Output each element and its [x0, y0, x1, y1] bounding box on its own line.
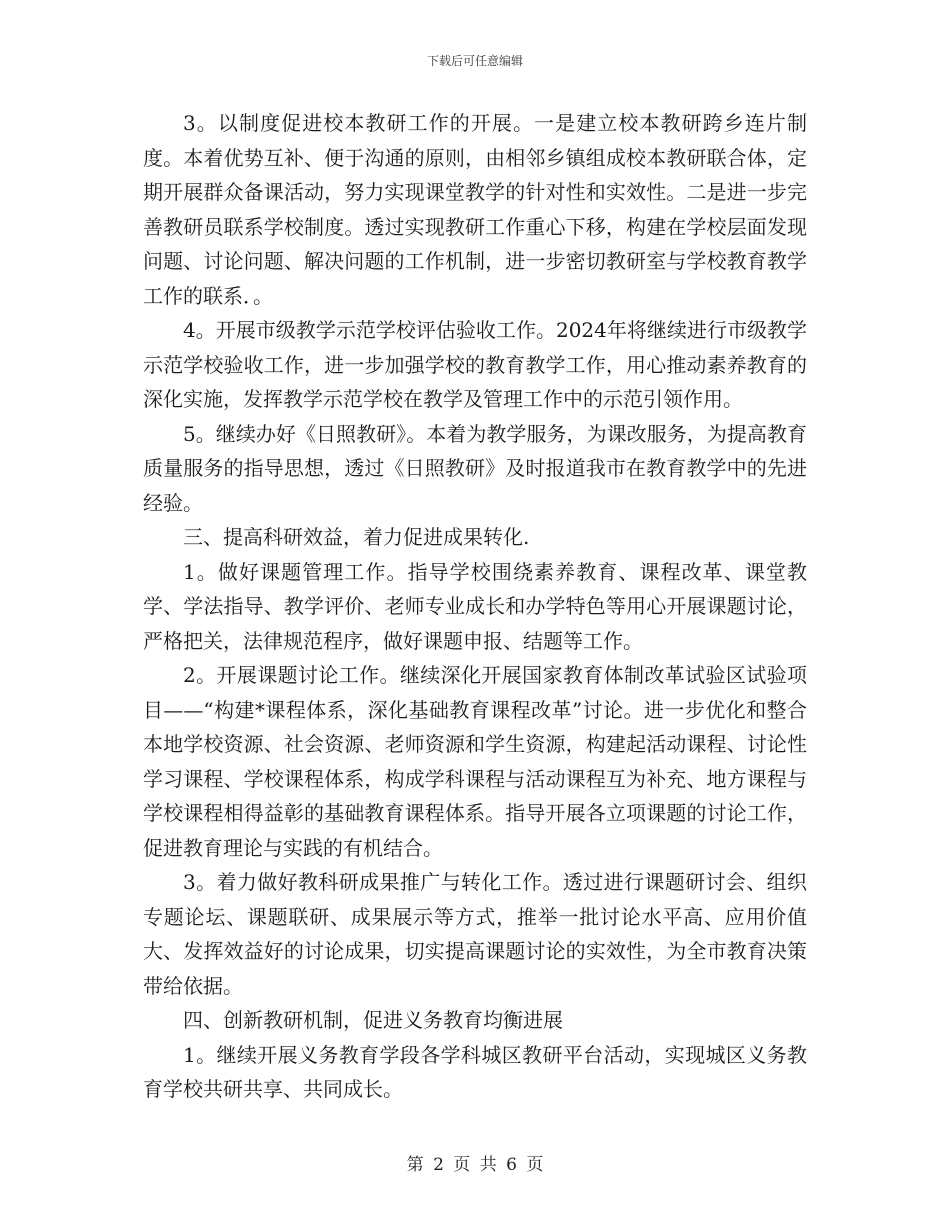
- document-body: [143, 106, 807, 1107]
- page-header: 下载后可任意编辑: [426, 54, 523, 68]
- paragraph-item-5: 5。继续办好《日照教研》。本着为教学服务，为课改服务，为提高教育质量服务的指导思想，透过《日照教研》及时报道我市在教育教学中的先进经验。: [143, 421, 807, 515]
- page-number-footer: 第 2 页 共 6 页: [406, 1155, 544, 1175]
- section-heading-4: 四、创新教研机制，促进义务教育均衡进展: [183, 1008, 563, 1032]
- paragraph-item-4: 4。开展市级教学示范学校评估验收工作。2024年将继续进行市级教学示范学校验收工作，进一步加强学校的教育教学工作，用心推动素养教育的深化实施，发挥教学示范学校在教学及管理工作中的示范引领作用。: [143, 318, 807, 411]
- paragraph-item-1: 1。做好课题管理工作。指导学校围绕素养教育、课程改革、课堂教学、学法指导、教学评价、老师专业成长和办学特色等用心开展课题讨论，严格把关，法律规范程序，做好课题申报、结题等工作。: [143, 559, 807, 653]
- paragraph-item-3: 3。以制度促进校本教研工作的开展。一是建立校本教研跨乡连片制度。本着优势互补、便于沟通的原则，由相邻乡镇组成校本教研联合体，定期开展群众备课活动，努力实现课堂教学的针对性和实效性。二是进一步完善教研员联系学校制度。透过实现教研工作重心下移，构建在学校层面发现问题、讨论问题、解决问题的工作机制，进一步密切教研室与学校教育教学工作的联系．。: [143, 111, 807, 308]
- paragraph-item-2: 2。开展课题讨论工作。继续深化开展国家教育体制改革试验区试验项目——“构建*课程体系，深化基础教育课程改革”讨论。进一步优化和整合本地学校资源、社会资源、老师资源和学生资源，构建起活动课程、讨论性学习课程、学校课程体系，构成学科课程与活动课程互为补充、地方课程与学校课程相得益彰的基础教育课程体系。指导开展各立项课题的讨论工作，促进教育理论与实践的有机结合。: [143, 663, 807, 860]
- section-heading-3: 三、提高科研效益，着力促进成果转化.: [183, 525, 530, 549]
- paragraph-item-3b: 3。着力做好教科研成果推广与转化工作。透过进行课题研讨会、组织专题论坛、课题联研、成果展示等方式，推举一批讨论水平高、应用价值大、发挥效益好的讨论成果，切实提高课题讨论的实效性，为全市教育决策带给依据。: [143, 870, 807, 998]
- paragraph-item-1b: 1。继续开展义务教育学段各学科城区教研平台活动，实现城区义务教育学校共研共享、共同成长。: [143, 1042, 807, 1101]
